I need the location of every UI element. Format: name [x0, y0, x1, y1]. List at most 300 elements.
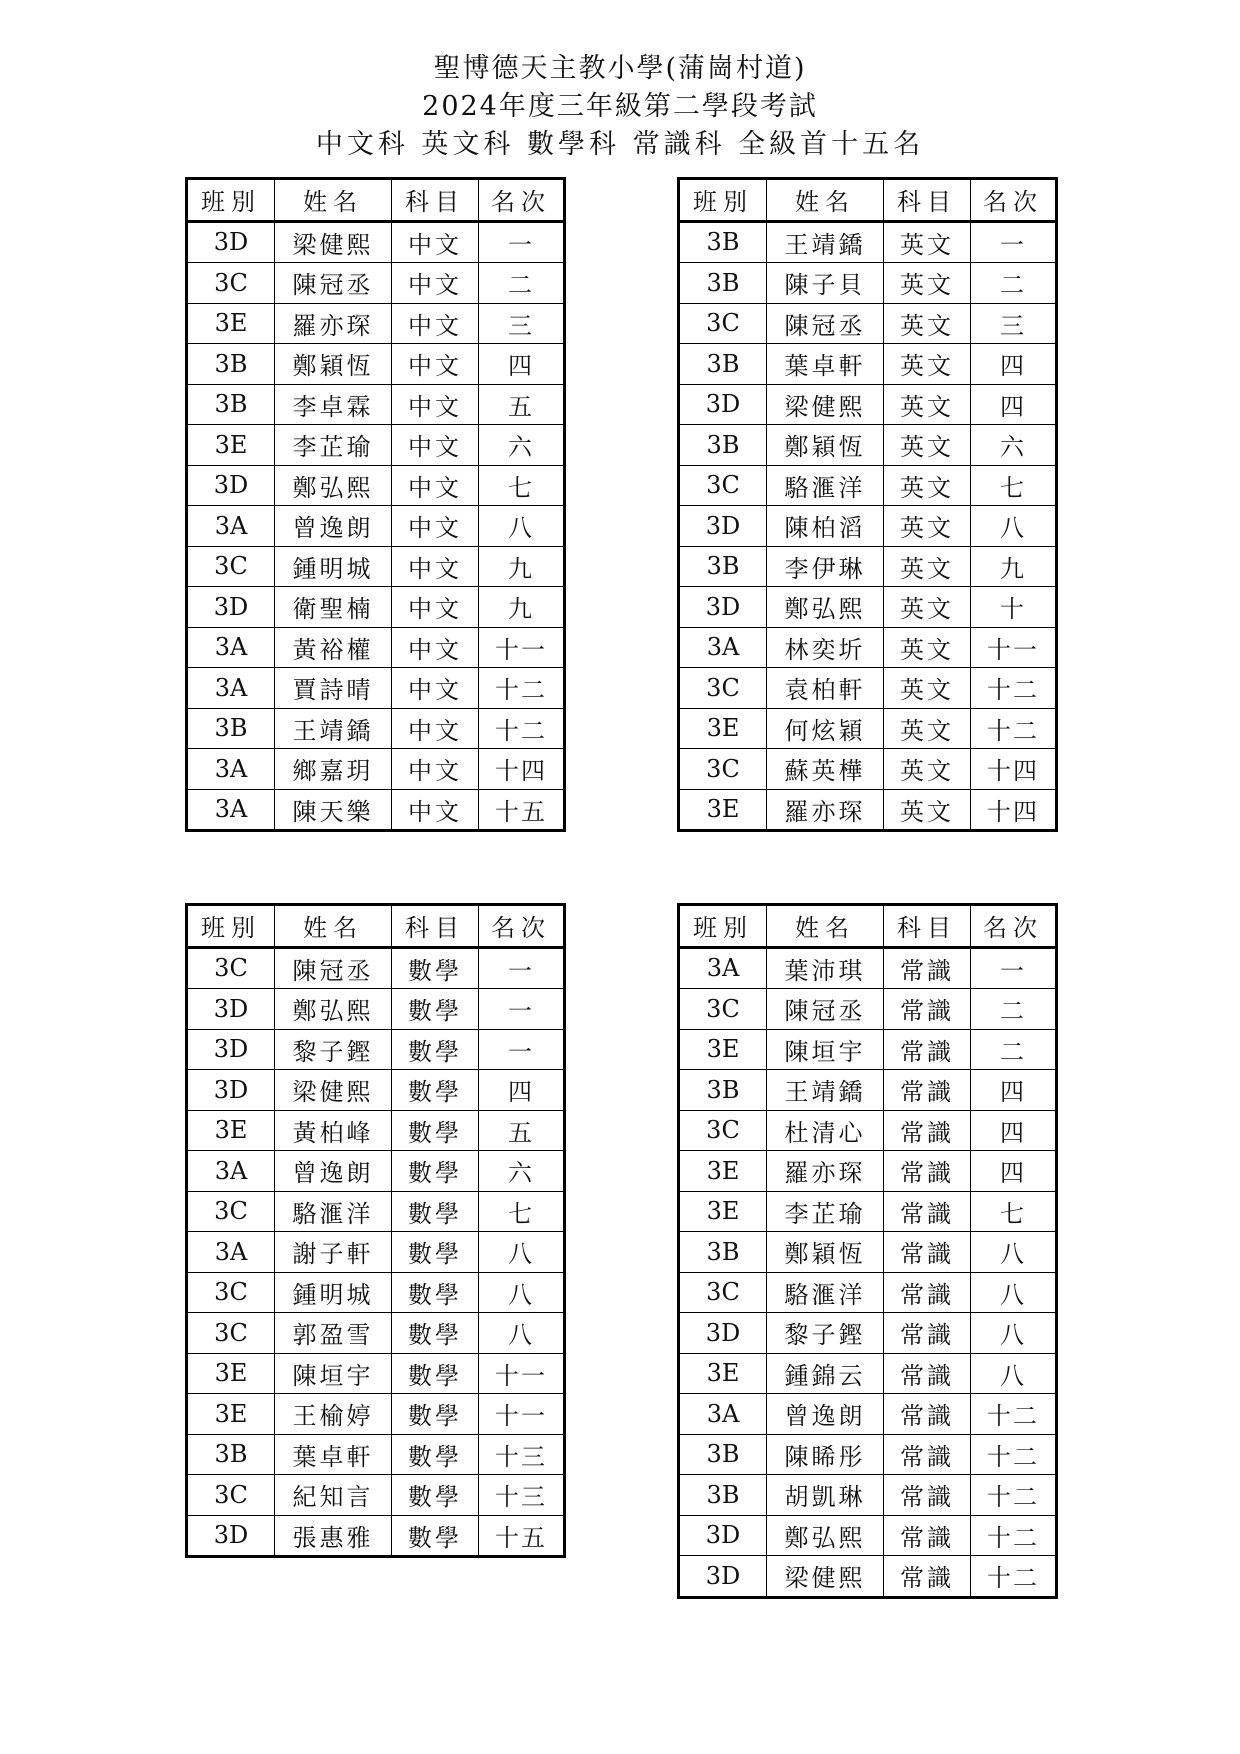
- subject-cell: 數學: [392, 989, 479, 1030]
- name-cell: 李芷瑜: [767, 1191, 884, 1232]
- class-cell: 3D: [187, 1070, 275, 1111]
- rank-cell: 四: [971, 1110, 1057, 1151]
- name-cell: 鄭弘熙: [275, 465, 392, 506]
- subject-cell: 中文: [392, 789, 479, 831]
- subject-cell: 數學: [392, 1313, 479, 1354]
- name-cell: 葉卓軒: [767, 344, 884, 385]
- table-row: [679, 989, 1057, 1030]
- subject-cell: 中文: [392, 627, 479, 668]
- class-cell: 3C: [679, 989, 767, 1030]
- table-row: [679, 1515, 1057, 1556]
- class-cell: 3A: [187, 506, 275, 547]
- subject-cell: 數學: [392, 1110, 479, 1151]
- class-cell: 3E: [679, 789, 767, 831]
- name-cell: 陳垣宇: [767, 1029, 884, 1070]
- subject-cell: 中文: [392, 587, 479, 628]
- name-cell: 葉沛琪: [767, 947, 884, 989]
- class-header: 班別: [187, 905, 275, 948]
- name-cell: 陳冠丞: [767, 989, 884, 1030]
- table-row: [187, 1191, 565, 1232]
- name-cell: 葉卓軒: [275, 1434, 392, 1475]
- table-row: [679, 789, 1057, 831]
- general-studies-ranking-table: [677, 903, 1058, 1599]
- rank-cell: 二: [971, 263, 1057, 304]
- name-cell: 林奕圻: [767, 627, 884, 668]
- rank-cell: 一: [479, 989, 565, 1030]
- rank-cell: 六: [971, 425, 1057, 466]
- name-cell: 陳天樂: [275, 789, 392, 831]
- rank-header: 名次: [971, 179, 1057, 222]
- class-cell: 3A: [187, 668, 275, 709]
- exam-title: 2024年度三年級第二學段考試: [422, 91, 818, 122]
- rank-cell: 三: [971, 303, 1057, 344]
- class-cell: 3D: [187, 465, 275, 506]
- name-cell: 駱滙洋: [275, 1191, 392, 1232]
- table-row: [679, 1272, 1057, 1313]
- rank-header: 名次: [479, 179, 565, 222]
- name-cell: 黎子鏗: [275, 1029, 392, 1070]
- table-row: [679, 708, 1057, 749]
- name-cell: 駱滙洋: [767, 1272, 884, 1313]
- rank-cell: 十二: [971, 1556, 1057, 1598]
- rank-cell: 五: [479, 1110, 565, 1151]
- rank-cell: 七: [971, 1191, 1057, 1232]
- rank-cell: 一: [479, 947, 565, 989]
- name-cell: 陳冠丞: [767, 303, 884, 344]
- class-cell: 3B: [679, 263, 767, 304]
- rank-cell: 九: [971, 546, 1057, 587]
- table-row: [679, 587, 1057, 628]
- class-cell: 3B: [187, 708, 275, 749]
- class-cell: 3A: [679, 627, 767, 668]
- class-cell: 3E: [187, 1394, 275, 1435]
- rank-cell: 十一: [479, 1353, 565, 1394]
- class-cell: 3A: [679, 1394, 767, 1435]
- subject-cell: 英文: [884, 789, 971, 831]
- class-cell: 3D: [679, 1556, 767, 1598]
- rank-cell: 十二: [971, 668, 1057, 709]
- name-cell: 杜清心: [767, 1110, 884, 1151]
- table-row: [679, 1313, 1057, 1354]
- class-cell: 3C: [187, 1475, 275, 1516]
- rank-cell: 八: [479, 506, 565, 547]
- class-cell: 3E: [187, 1353, 275, 1394]
- name-cell: 梁健熙: [767, 1556, 884, 1598]
- subject-cell: 常識: [884, 1029, 971, 1070]
- table-row: [187, 668, 565, 709]
- table-row: [187, 1475, 565, 1516]
- name-header: 姓名: [767, 905, 884, 948]
- name-cell: 郭盈雪: [275, 1313, 392, 1354]
- class-cell: 3E: [679, 1353, 767, 1394]
- class-cell: 3D: [679, 384, 767, 425]
- class-cell: 3E: [187, 1110, 275, 1151]
- subject-cell: 英文: [884, 708, 971, 749]
- name-cell: 袁柏軒: [767, 668, 884, 709]
- name-cell: 陳子貝: [767, 263, 884, 304]
- subject-cell: 中文: [392, 749, 479, 790]
- rank-cell: 八: [971, 506, 1057, 547]
- subject-cell: 數學: [392, 1029, 479, 1070]
- table-row: [187, 1515, 565, 1557]
- name-cell: 何炫穎: [767, 708, 884, 749]
- table-row: [679, 1394, 1057, 1435]
- table-row: [679, 1110, 1057, 1151]
- table-row: [679, 384, 1057, 425]
- table-row: [679, 221, 1057, 263]
- class-cell: 3B: [679, 1434, 767, 1475]
- class-header: 班別: [679, 905, 767, 948]
- name-cell: 鄭穎恆: [275, 344, 392, 385]
- rank-cell: 四: [971, 1151, 1057, 1192]
- table-row: [187, 1232, 565, 1273]
- name-cell: 張惠雅: [275, 1515, 392, 1557]
- subjects-title: 中文科 英文科 數學科 常識科 全級首十五名: [315, 129, 925, 160]
- table-row: [187, 1353, 565, 1394]
- class-cell: 3B: [679, 546, 767, 587]
- subject-cell: 數學: [392, 1394, 479, 1435]
- class-cell: 3D: [679, 1515, 767, 1556]
- table-row: [187, 344, 565, 385]
- table-row: [679, 1232, 1057, 1273]
- subject-cell: 英文: [884, 425, 971, 466]
- rank-cell: 十二: [971, 1475, 1057, 1516]
- subject-cell: 中文: [392, 506, 479, 547]
- table-row: [679, 425, 1057, 466]
- class-cell: 3D: [679, 587, 767, 628]
- rank-cell: 十三: [479, 1475, 565, 1516]
- rank-cell: 十五: [479, 789, 565, 831]
- subject-cell: 常識: [884, 1475, 971, 1516]
- table-row: [679, 1070, 1057, 1111]
- class-cell: 3E: [679, 1191, 767, 1232]
- rank-cell: 十二: [479, 668, 565, 709]
- rank-cell: 一: [971, 947, 1057, 989]
- subject-cell: 英文: [884, 587, 971, 628]
- name-cell: 黃裕權: [275, 627, 392, 668]
- subject-cell: 常識: [884, 1191, 971, 1232]
- table-row: [679, 546, 1057, 587]
- rank-header: 名次: [479, 905, 565, 948]
- class-cell: 3A: [187, 1151, 275, 1192]
- rank-cell: 七: [971, 465, 1057, 506]
- name-cell: 衛聖楠: [275, 587, 392, 628]
- class-cell: 3C: [187, 1191, 275, 1232]
- table-header-row: [187, 905, 565, 948]
- subject-cell: 常識: [884, 989, 971, 1030]
- subject-header: 科目: [392, 905, 479, 948]
- name-cell: 梁健熙: [767, 384, 884, 425]
- subject-cell: 中文: [392, 221, 479, 263]
- subject-header: 科目: [884, 179, 971, 222]
- class-cell: 3C: [187, 1313, 275, 1354]
- table-row: [679, 344, 1057, 385]
- class-cell: 3D: [187, 587, 275, 628]
- name-cell: 鄭弘熙: [767, 1515, 884, 1556]
- rank-cell: 八: [971, 1232, 1057, 1273]
- rank-cell: 二: [479, 263, 565, 304]
- name-cell: 黎子鏗: [767, 1313, 884, 1354]
- name-cell: 曾逸朗: [275, 1151, 392, 1192]
- subject-cell: 常識: [884, 1434, 971, 1475]
- rank-cell: 十: [971, 587, 1057, 628]
- class-cell: 3C: [187, 263, 275, 304]
- name-cell: 羅亦琛: [275, 303, 392, 344]
- table-row: [187, 789, 565, 831]
- class-cell: 3E: [679, 1151, 767, 1192]
- table-row: [679, 749, 1057, 790]
- name-cell: 鄉嘉玥: [275, 749, 392, 790]
- rank-cell: 十二: [479, 708, 565, 749]
- class-cell: 3B: [187, 1434, 275, 1475]
- subject-cell: 數學: [392, 1191, 479, 1232]
- subject-cell: 常識: [884, 1394, 971, 1435]
- name-header: 姓名: [767, 179, 884, 222]
- name-cell: 王榆婷: [275, 1394, 392, 1435]
- name-cell: 陳冠丞: [275, 947, 392, 989]
- subject-cell: 數學: [392, 1475, 479, 1516]
- table-row: [187, 947, 565, 989]
- table-row: [679, 1191, 1057, 1232]
- subject-cell: 常識: [884, 1515, 971, 1556]
- table-row: [187, 303, 565, 344]
- name-cell: 王靖鐈: [767, 1070, 884, 1111]
- class-cell: 3C: [187, 546, 275, 587]
- table-row: [187, 425, 565, 466]
- name-cell: 梁健熙: [275, 1070, 392, 1111]
- rank-cell: 十二: [971, 708, 1057, 749]
- subject-cell: 數學: [392, 1353, 479, 1394]
- rank-cell: 八: [479, 1272, 565, 1313]
- table-header-row: [187, 179, 565, 222]
- subject-cell: 常識: [884, 1151, 971, 1192]
- subject-cell: 英文: [884, 221, 971, 263]
- class-cell: 3B: [679, 1232, 767, 1273]
- subject-cell: 中文: [392, 303, 479, 344]
- table-row: [679, 1556, 1057, 1598]
- class-cell: 3D: [679, 506, 767, 547]
- rank-cell: 四: [971, 1070, 1057, 1111]
- class-cell: 3B: [679, 344, 767, 385]
- subject-cell: 英文: [884, 263, 971, 304]
- subject-cell: 中文: [392, 465, 479, 506]
- table-header-row: [679, 179, 1057, 222]
- school-name: 聖博德天主教小學(蒲崗村道): [433, 53, 807, 84]
- class-cell: 3C: [679, 749, 767, 790]
- class-cell: 3B: [187, 344, 275, 385]
- rank-cell: 十四: [479, 749, 565, 790]
- table-row: [679, 263, 1057, 304]
- rank-cell: 一: [971, 221, 1057, 263]
- rank-cell: 一: [479, 221, 565, 263]
- rank-cell: 十五: [479, 1515, 565, 1557]
- class-cell: 3A: [187, 1232, 275, 1273]
- subject-cell: 數學: [392, 1070, 479, 1111]
- name-cell: 鍾明城: [275, 1272, 392, 1313]
- name-cell: 陳垣宇: [275, 1353, 392, 1394]
- class-header: 班別: [679, 179, 767, 222]
- class-cell: 3D: [187, 989, 275, 1030]
- subject-cell: 數學: [392, 1232, 479, 1273]
- table-row: [187, 1151, 565, 1192]
- class-cell: 3D: [187, 1515, 275, 1557]
- name-cell: 鄭穎恆: [767, 425, 884, 466]
- name-cell: 謝子軒: [275, 1232, 392, 1273]
- name-cell: 李伊琳: [767, 546, 884, 587]
- rank-cell: 七: [479, 465, 565, 506]
- table-row: [187, 1070, 565, 1111]
- subject-cell: 常識: [884, 1272, 971, 1313]
- name-cell: 李卓霖: [275, 384, 392, 425]
- class-cell: 3E: [679, 1029, 767, 1070]
- rank-cell: 八: [971, 1353, 1057, 1394]
- rank-cell: 九: [479, 546, 565, 587]
- rank-cell: 一: [479, 1029, 565, 1070]
- math-ranking-table: [185, 903, 566, 1558]
- subject-cell: 常識: [884, 947, 971, 989]
- name-header: 姓名: [275, 179, 392, 222]
- table-row: [679, 1353, 1057, 1394]
- rank-header: 名次: [971, 905, 1057, 948]
- subject-cell: 中文: [392, 425, 479, 466]
- subject-cell: 英文: [884, 749, 971, 790]
- rank-cell: 十二: [971, 1434, 1057, 1475]
- subject-cell: 英文: [884, 506, 971, 547]
- name-cell: 胡凱琳: [767, 1475, 884, 1516]
- class-cell: 3B: [679, 1475, 767, 1516]
- class-cell: 3B: [187, 384, 275, 425]
- subject-cell: 中文: [392, 708, 479, 749]
- table-row: [679, 1475, 1057, 1516]
- subject-cell: 常識: [884, 1353, 971, 1394]
- subject-cell: 英文: [884, 384, 971, 425]
- rank-cell: 十一: [971, 627, 1057, 668]
- class-cell: 3B: [679, 221, 767, 263]
- rank-cell: 八: [479, 1232, 565, 1273]
- rank-cell: 十三: [479, 1434, 565, 1475]
- table-row: [187, 587, 565, 628]
- rank-cell: 八: [971, 1313, 1057, 1354]
- rank-cell: 六: [479, 425, 565, 466]
- rank-cell: 十四: [971, 749, 1057, 790]
- subject-cell: 英文: [884, 668, 971, 709]
- subject-cell: 數學: [392, 1515, 479, 1557]
- subject-cell: 常識: [884, 1232, 971, 1273]
- subject-cell: 常識: [884, 1070, 971, 1111]
- subject-header: 科目: [884, 905, 971, 948]
- class-cell: 3B: [679, 425, 767, 466]
- table-row: [679, 1151, 1057, 1192]
- name-cell: 陳睎彤: [767, 1434, 884, 1475]
- name-cell: 鍾錦云: [767, 1353, 884, 1394]
- class-cell: 3A: [187, 789, 275, 831]
- subject-cell: 數學: [392, 1272, 479, 1313]
- subject-cell: 中文: [392, 668, 479, 709]
- class-cell: 3D: [187, 221, 275, 263]
- subject-cell: 常識: [884, 1313, 971, 1354]
- table-row: [187, 465, 565, 506]
- name-cell: 鄭弘熙: [767, 587, 884, 628]
- table-row: [679, 303, 1057, 344]
- subject-cell: 數學: [392, 1434, 479, 1475]
- table-row: [187, 384, 565, 425]
- table-row: [187, 989, 565, 1030]
- name-cell: 陳柏滔: [767, 506, 884, 547]
- name-cell: 賈詩晴: [275, 668, 392, 709]
- rank-cell: 八: [971, 1272, 1057, 1313]
- rank-cell: 六: [479, 1151, 565, 1192]
- subject-cell: 中文: [392, 344, 479, 385]
- rank-cell: 三: [479, 303, 565, 344]
- rank-cell: 九: [479, 587, 565, 628]
- rank-cell: 二: [971, 989, 1057, 1030]
- subject-cell: 中文: [392, 384, 479, 425]
- page-header: [0, 50, 1240, 164]
- subject-cell: 英文: [884, 344, 971, 385]
- rank-cell: 七: [479, 1191, 565, 1232]
- subject-cell: 英文: [884, 546, 971, 587]
- name-cell: 曾逸朗: [275, 506, 392, 547]
- class-cell: 3C: [679, 1272, 767, 1313]
- name-cell: 紀知言: [275, 1475, 392, 1516]
- rank-cell: 四: [971, 344, 1057, 385]
- name-cell: 羅亦琛: [767, 1151, 884, 1192]
- table-row: [187, 546, 565, 587]
- name-cell: 羅亦琛: [767, 789, 884, 831]
- class-cell: 3A: [187, 627, 275, 668]
- table-row: [187, 506, 565, 547]
- subject-cell: 常識: [884, 1110, 971, 1151]
- table-row: [679, 1029, 1057, 1070]
- rank-cell: 八: [479, 1313, 565, 1354]
- class-cell: 3D: [187, 1029, 275, 1070]
- subject-header: 科目: [392, 179, 479, 222]
- table-row: [187, 1313, 565, 1354]
- class-cell: 3E: [187, 425, 275, 466]
- table-row: [187, 1434, 565, 1475]
- chinese-ranking-table: [185, 177, 566, 832]
- rank-cell: 十四: [971, 789, 1057, 831]
- table-row: [679, 627, 1057, 668]
- subject-cell: 英文: [884, 303, 971, 344]
- class-cell: 3D: [679, 1313, 767, 1354]
- table-header-row: [679, 905, 1057, 948]
- class-cell: 3A: [187, 749, 275, 790]
- rank-cell: 十一: [479, 1394, 565, 1435]
- table-row: [187, 1394, 565, 1435]
- class-cell: 3C: [679, 668, 767, 709]
- name-cell: 鄭弘熙: [275, 989, 392, 1030]
- class-cell: 3B: [679, 1070, 767, 1111]
- class-cell: 3C: [679, 303, 767, 344]
- name-cell: 鍾明城: [275, 546, 392, 587]
- name-cell: 黃柏峰: [275, 1110, 392, 1151]
- english-ranking-table: [677, 177, 1058, 832]
- subject-cell: 中文: [392, 546, 479, 587]
- name-cell: 王靖鐈: [767, 221, 884, 263]
- subject-cell: 中文: [392, 263, 479, 304]
- class-cell: 3C: [187, 1272, 275, 1313]
- table-row: [187, 1110, 565, 1151]
- table-row: [187, 708, 565, 749]
- table-row: [679, 1434, 1057, 1475]
- rank-cell: 四: [479, 344, 565, 385]
- class-cell: 3E: [187, 303, 275, 344]
- table-row: [187, 749, 565, 790]
- table-row: [187, 1272, 565, 1313]
- class-cell: 3C: [187, 947, 275, 989]
- subject-cell: 常識: [884, 1556, 971, 1598]
